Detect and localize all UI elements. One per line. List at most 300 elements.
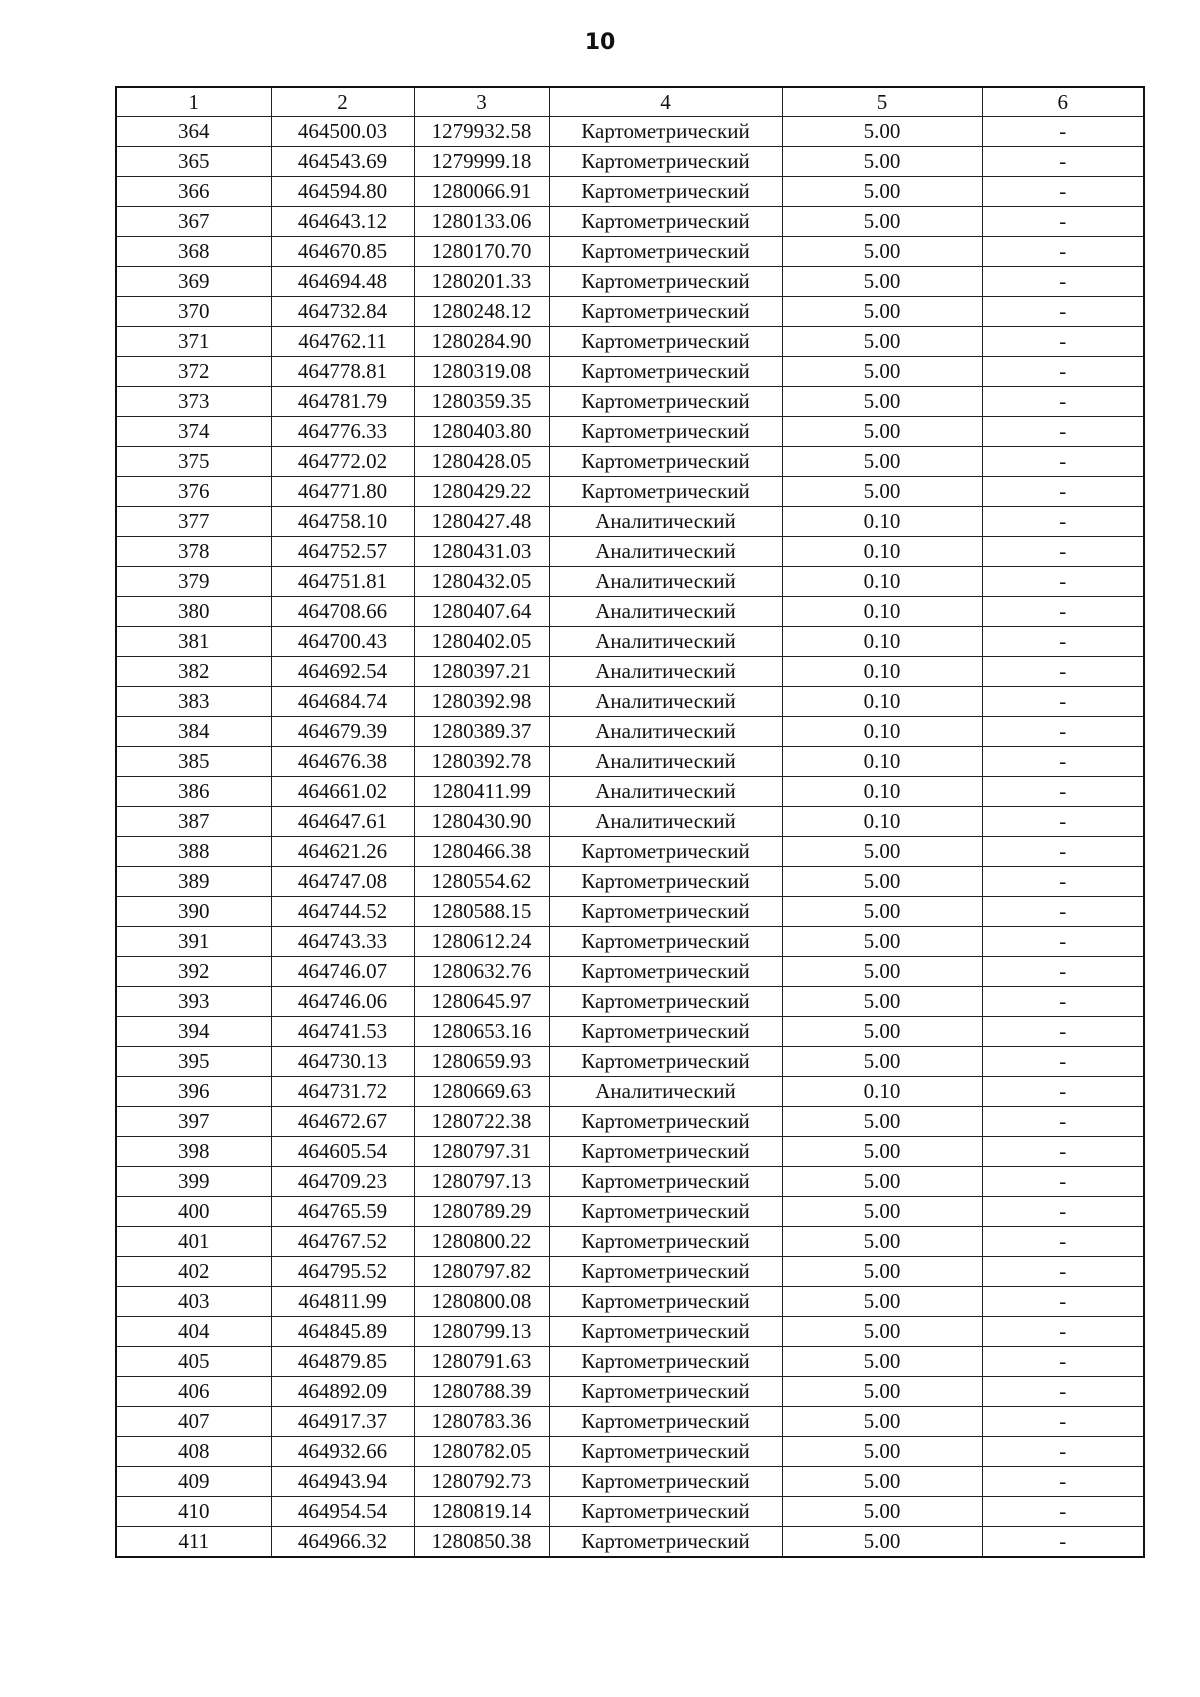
note-cell: -	[982, 657, 1144, 687]
note-cell: -	[982, 507, 1144, 537]
point-number-cell: 388	[116, 837, 271, 867]
method-cell: Картометрический	[549, 897, 782, 927]
table-row	[116, 1347, 1144, 1377]
point-number-cell: 387	[116, 807, 271, 837]
method-cell: Картометрический	[549, 327, 782, 357]
accuracy-cell: 5.00	[782, 957, 982, 987]
y-coordinate-cell: 1280659.93	[414, 1047, 549, 1077]
column-header: 5	[782, 87, 982, 117]
note-cell: -	[982, 1437, 1144, 1467]
point-number-cell: 386	[116, 777, 271, 807]
method-cell: Картометрический	[549, 297, 782, 327]
x-coordinate-cell: 464776.33	[271, 417, 414, 447]
x-coordinate-cell: 464594.80	[271, 177, 414, 207]
note-cell: -	[982, 387, 1144, 417]
note-cell: -	[982, 357, 1144, 387]
accuracy-cell: 5.00	[782, 1227, 982, 1257]
point-number-cell: 395	[116, 1047, 271, 1077]
x-coordinate-cell: 464795.52	[271, 1257, 414, 1287]
accuracy-cell: 5.00	[782, 1467, 982, 1497]
y-coordinate-cell: 1280782.05	[414, 1437, 549, 1467]
y-coordinate-cell: 1280797.31	[414, 1137, 549, 1167]
x-coordinate-cell: 464661.02	[271, 777, 414, 807]
note-cell: -	[982, 417, 1144, 447]
accuracy-cell: 5.00	[782, 147, 982, 177]
y-coordinate-cell: 1280319.08	[414, 357, 549, 387]
accuracy-cell: 5.00	[782, 327, 982, 357]
method-cell: Картометрический	[549, 1527, 782, 1558]
y-coordinate-cell: 1280722.38	[414, 1107, 549, 1137]
x-coordinate-cell: 464845.89	[271, 1317, 414, 1347]
note-cell: -	[982, 1377, 1144, 1407]
x-coordinate-cell: 464811.99	[271, 1287, 414, 1317]
x-coordinate-cell: 464746.07	[271, 957, 414, 987]
note-cell: -	[982, 567, 1144, 597]
point-number-cell: 377	[116, 507, 271, 537]
point-number-cell: 394	[116, 1017, 271, 1047]
table-row	[116, 1077, 1144, 1107]
note-cell: -	[982, 747, 1144, 777]
table-row	[116, 1437, 1144, 1467]
table-row	[116, 357, 1144, 387]
accuracy-cell: 5.00	[782, 1107, 982, 1137]
accuracy-cell: 5.00	[782, 837, 982, 867]
accuracy-cell: 5.00	[782, 1047, 982, 1077]
point-number-cell: 403	[116, 1287, 271, 1317]
y-coordinate-cell: 1280429.22	[414, 477, 549, 507]
method-cell: Картометрический	[549, 1227, 782, 1257]
table-row	[116, 267, 1144, 297]
accuracy-cell: 0.10	[782, 717, 982, 747]
point-number-cell: 389	[116, 867, 271, 897]
method-cell: Аналитический	[549, 777, 782, 807]
y-coordinate-cell: 1280645.97	[414, 987, 549, 1017]
point-number-cell: 383	[116, 687, 271, 717]
point-number-cell: 375	[116, 447, 271, 477]
table-row	[116, 807, 1144, 837]
y-coordinate-cell: 1280403.80	[414, 417, 549, 447]
table-row	[116, 777, 1144, 807]
table-row	[116, 1497, 1144, 1527]
y-coordinate-cell: 1280066.91	[414, 177, 549, 207]
accuracy-cell: 0.10	[782, 627, 982, 657]
note-cell: -	[982, 177, 1144, 207]
point-number-cell: 407	[116, 1407, 271, 1437]
point-number-cell: 392	[116, 957, 271, 987]
point-number-cell: 366	[116, 177, 271, 207]
x-coordinate-cell: 464765.59	[271, 1197, 414, 1227]
point-number-cell: 401	[116, 1227, 271, 1257]
point-number-cell: 379	[116, 567, 271, 597]
page-number: 10	[584, 30, 616, 55]
note-cell: -	[982, 1347, 1144, 1377]
point-number-cell: 384	[116, 717, 271, 747]
note-cell: -	[982, 1167, 1144, 1197]
method-cell: Картометрический	[549, 1257, 782, 1287]
method-cell: Картометрический	[549, 267, 782, 297]
accuracy-cell: 0.10	[782, 747, 982, 777]
method-cell: Картометрический	[549, 207, 782, 237]
x-coordinate-cell: 464647.61	[271, 807, 414, 837]
point-number-cell: 382	[116, 657, 271, 687]
y-coordinate-cell: 1280800.08	[414, 1287, 549, 1317]
note-cell: -	[982, 687, 1144, 717]
method-cell: Картометрический	[549, 237, 782, 267]
x-coordinate-cell: 464762.11	[271, 327, 414, 357]
method-cell: Картометрический	[549, 147, 782, 177]
accuracy-cell: 0.10	[782, 687, 982, 717]
table-row	[116, 327, 1144, 357]
y-coordinate-cell: 1280466.38	[414, 837, 549, 867]
method-cell: Картометрический	[549, 1497, 782, 1527]
method-cell: Картометрический	[549, 1377, 782, 1407]
method-cell: Картометрический	[549, 1167, 782, 1197]
x-coordinate-cell: 464892.09	[271, 1377, 414, 1407]
note-cell: -	[982, 837, 1144, 867]
note-cell: -	[982, 1287, 1144, 1317]
accuracy-cell: 5.00	[782, 1407, 982, 1437]
y-coordinate-cell: 1280427.48	[414, 507, 549, 537]
accuracy-cell: 5.00	[782, 1167, 982, 1197]
y-coordinate-cell: 1280588.15	[414, 897, 549, 927]
y-coordinate-cell: 1280284.90	[414, 327, 549, 357]
note-cell: -	[982, 1077, 1144, 1107]
method-cell: Картометрический	[549, 1287, 782, 1317]
method-cell: Картометрический	[549, 1467, 782, 1497]
method-cell: Картометрический	[549, 1137, 782, 1167]
table-row	[116, 507, 1144, 537]
method-cell: Картометрический	[549, 867, 782, 897]
table-header-row	[116, 87, 1144, 117]
method-cell: Картометрический	[549, 387, 782, 417]
table-row	[116, 1137, 1144, 1167]
method-cell: Картометрический	[549, 927, 782, 957]
x-coordinate-cell: 464778.81	[271, 357, 414, 387]
accuracy-cell: 5.00	[782, 1347, 982, 1377]
method-cell: Картометрический	[549, 357, 782, 387]
table-row	[116, 417, 1144, 447]
x-coordinate-cell: 464744.52	[271, 897, 414, 927]
x-coordinate-cell: 464731.72	[271, 1077, 414, 1107]
table-row	[116, 537, 1144, 567]
y-coordinate-cell: 1280402.05	[414, 627, 549, 657]
x-coordinate-cell: 464670.85	[271, 237, 414, 267]
method-cell: Аналитический	[549, 567, 782, 597]
note-cell: -	[982, 1047, 1144, 1077]
table-row	[116, 1377, 1144, 1407]
note-cell: -	[982, 1137, 1144, 1167]
note-cell: -	[982, 1257, 1144, 1287]
method-cell: Картометрический	[549, 1107, 782, 1137]
accuracy-cell: 5.00	[782, 1317, 982, 1347]
column-header: 6	[982, 87, 1144, 117]
accuracy-cell: 0.10	[782, 777, 982, 807]
point-number-cell: 376	[116, 477, 271, 507]
point-number-cell: 374	[116, 417, 271, 447]
y-coordinate-cell: 1280428.05	[414, 447, 549, 477]
note-cell: -	[982, 447, 1144, 477]
method-cell: Аналитический	[549, 627, 782, 657]
point-number-cell: 405	[116, 1347, 271, 1377]
y-coordinate-cell: 1280792.73	[414, 1467, 549, 1497]
note-cell: -	[982, 867, 1144, 897]
method-cell: Аналитический	[549, 537, 782, 567]
y-coordinate-cell: 1280554.62	[414, 867, 549, 897]
point-number-cell: 409	[116, 1467, 271, 1497]
accuracy-cell: 5.00	[782, 1377, 982, 1407]
point-number-cell: 398	[116, 1137, 271, 1167]
accuracy-cell: 5.00	[782, 1287, 982, 1317]
accuracy-cell: 5.00	[782, 867, 982, 897]
x-coordinate-cell: 464676.38	[271, 747, 414, 777]
accuracy-cell: 0.10	[782, 507, 982, 537]
method-cell: Картометрический	[549, 177, 782, 207]
table-row	[116, 627, 1144, 657]
note-cell: -	[982, 717, 1144, 747]
y-coordinate-cell: 1280430.90	[414, 807, 549, 837]
accuracy-cell: 5.00	[782, 897, 982, 927]
note-cell: -	[982, 1107, 1144, 1137]
point-number-cell: 402	[116, 1257, 271, 1287]
x-coordinate-cell: 464758.10	[271, 507, 414, 537]
method-cell: Картометрический	[549, 117, 782, 147]
y-coordinate-cell: 1280850.38	[414, 1527, 549, 1558]
x-coordinate-cell: 464943.94	[271, 1467, 414, 1497]
point-number-cell: 381	[116, 627, 271, 657]
x-coordinate-cell: 464879.85	[271, 1347, 414, 1377]
accuracy-cell: 0.10	[782, 657, 982, 687]
y-coordinate-cell: 1280389.37	[414, 717, 549, 747]
method-cell: Картометрический	[549, 1407, 782, 1437]
x-coordinate-cell: 464679.39	[271, 717, 414, 747]
x-coordinate-cell: 464966.32	[271, 1527, 414, 1558]
note-cell: -	[982, 237, 1144, 267]
y-coordinate-cell: 1280392.98	[414, 687, 549, 717]
x-coordinate-cell: 464500.03	[271, 117, 414, 147]
x-coordinate-cell: 464917.37	[271, 1407, 414, 1437]
method-cell: Картометрический	[549, 417, 782, 447]
note-cell: -	[982, 957, 1144, 987]
x-coordinate-cell: 464767.52	[271, 1227, 414, 1257]
x-coordinate-cell: 464621.26	[271, 837, 414, 867]
note-cell: -	[982, 147, 1144, 177]
point-number-cell: 410	[116, 1497, 271, 1527]
column-header: 1	[116, 87, 271, 117]
x-coordinate-cell: 464747.08	[271, 867, 414, 897]
y-coordinate-cell: 1280789.29	[414, 1197, 549, 1227]
accuracy-cell: 5.00	[782, 1527, 982, 1558]
x-coordinate-cell: 464772.02	[271, 447, 414, 477]
table-row	[116, 927, 1144, 957]
note-cell: -	[982, 537, 1144, 567]
point-number-cell: 393	[116, 987, 271, 1017]
accuracy-cell: 5.00	[782, 447, 982, 477]
y-coordinate-cell: 1280612.24	[414, 927, 549, 957]
point-number-cell: 370	[116, 297, 271, 327]
accuracy-cell: 5.00	[782, 1137, 982, 1167]
table-row	[116, 177, 1144, 207]
method-cell: Аналитический	[549, 687, 782, 717]
x-coordinate-cell: 464751.81	[271, 567, 414, 597]
table-row	[116, 237, 1144, 267]
point-number-cell: 378	[116, 537, 271, 567]
table-row	[116, 147, 1144, 177]
accuracy-cell: 5.00	[782, 267, 982, 297]
table-row	[116, 1257, 1144, 1287]
y-coordinate-cell: 1280133.06	[414, 207, 549, 237]
y-coordinate-cell: 1280788.39	[414, 1377, 549, 1407]
x-coordinate-cell: 464746.06	[271, 987, 414, 1017]
x-coordinate-cell: 464771.80	[271, 477, 414, 507]
accuracy-cell: 5.00	[782, 297, 982, 327]
y-coordinate-cell: 1280791.63	[414, 1347, 549, 1377]
y-coordinate-cell: 1280432.05	[414, 567, 549, 597]
note-cell: -	[982, 1227, 1144, 1257]
note-cell: -	[982, 1197, 1144, 1227]
point-number-cell: 368	[116, 237, 271, 267]
accuracy-cell: 5.00	[782, 117, 982, 147]
x-coordinate-cell: 464743.33	[271, 927, 414, 957]
accuracy-cell: 5.00	[782, 177, 982, 207]
table-row	[116, 717, 1144, 747]
point-number-cell: 404	[116, 1317, 271, 1347]
note-cell: -	[982, 627, 1144, 657]
table-row	[116, 837, 1144, 867]
note-cell: -	[982, 777, 1144, 807]
x-coordinate-cell: 464954.54	[271, 1497, 414, 1527]
accuracy-cell: 5.00	[782, 477, 982, 507]
method-cell: Картометрический	[549, 987, 782, 1017]
note-cell: -	[982, 987, 1144, 1017]
accuracy-cell: 0.10	[782, 807, 982, 837]
table-row	[116, 567, 1144, 597]
table-row	[116, 117, 1144, 147]
table-row	[116, 1167, 1144, 1197]
table-row	[116, 1017, 1144, 1047]
table-row	[116, 1107, 1144, 1137]
point-number-cell: 391	[116, 927, 271, 957]
y-coordinate-cell: 1280397.21	[414, 657, 549, 687]
method-cell: Картометрический	[549, 837, 782, 867]
accuracy-cell: 5.00	[782, 207, 982, 237]
method-cell: Картометрический	[549, 1347, 782, 1377]
note-cell: -	[982, 927, 1144, 957]
note-cell: -	[982, 1497, 1144, 1527]
method-cell: Аналитический	[549, 507, 782, 537]
accuracy-cell: 5.00	[782, 357, 982, 387]
y-coordinate-cell: 1280392.78	[414, 747, 549, 777]
y-coordinate-cell: 1280201.33	[414, 267, 549, 297]
method-cell: Аналитический	[549, 1077, 782, 1107]
table-body	[116, 117, 1144, 1558]
point-number-cell: 408	[116, 1437, 271, 1467]
accuracy-cell: 0.10	[782, 567, 982, 597]
x-coordinate-cell: 464605.54	[271, 1137, 414, 1167]
note-cell: -	[982, 327, 1144, 357]
y-coordinate-cell: 1279932.58	[414, 117, 549, 147]
accuracy-cell: 5.00	[782, 387, 982, 417]
y-coordinate-cell: 1280797.13	[414, 1167, 549, 1197]
note-cell: -	[982, 1407, 1144, 1437]
x-coordinate-cell: 464741.53	[271, 1017, 414, 1047]
method-cell: Картометрический	[549, 957, 782, 987]
method-cell: Аналитический	[549, 747, 782, 777]
table-row	[116, 1467, 1144, 1497]
y-coordinate-cell: 1280797.82	[414, 1257, 549, 1287]
method-cell: Картометрический	[549, 447, 782, 477]
note-cell: -	[982, 267, 1144, 297]
table-row	[116, 897, 1144, 927]
table-row	[116, 687, 1144, 717]
method-cell: Картометрический	[549, 1197, 782, 1227]
table-row	[116, 1197, 1144, 1227]
table-row	[116, 1287, 1144, 1317]
note-cell: -	[982, 1467, 1144, 1497]
point-number-cell: 365	[116, 147, 271, 177]
note-cell: -	[982, 477, 1144, 507]
accuracy-cell: 0.10	[782, 597, 982, 627]
accuracy-cell: 5.00	[782, 1497, 982, 1527]
method-cell: Аналитический	[549, 807, 782, 837]
table-row	[116, 1407, 1144, 1437]
method-cell: Картометрический	[549, 1017, 782, 1047]
note-cell: -	[982, 207, 1144, 237]
accuracy-cell: 5.00	[782, 1017, 982, 1047]
x-coordinate-cell: 464732.84	[271, 297, 414, 327]
x-coordinate-cell: 464694.48	[271, 267, 414, 297]
y-coordinate-cell: 1280669.63	[414, 1077, 549, 1107]
point-number-cell: 369	[116, 267, 271, 297]
x-coordinate-cell: 464708.66	[271, 597, 414, 627]
point-number-cell: 399	[116, 1167, 271, 1197]
table-row	[116, 1527, 1144, 1558]
note-cell: -	[982, 897, 1144, 927]
note-cell: -	[982, 1317, 1144, 1347]
method-cell: Картометрический	[549, 1317, 782, 1347]
x-coordinate-cell: 464709.23	[271, 1167, 414, 1197]
accuracy-cell: 5.00	[782, 987, 982, 1017]
accuracy-cell: 5.00	[782, 417, 982, 447]
accuracy-cell: 5.00	[782, 927, 982, 957]
method-cell: Картометрический	[549, 477, 782, 507]
note-cell: -	[982, 807, 1144, 837]
x-coordinate-cell: 464672.67	[271, 1107, 414, 1137]
method-cell: Аналитический	[549, 717, 782, 747]
accuracy-cell: 5.00	[782, 237, 982, 267]
table-row	[116, 987, 1144, 1017]
point-number-cell: 411	[116, 1527, 271, 1558]
y-coordinate-cell: 1280653.16	[414, 1017, 549, 1047]
point-number-cell: 372	[116, 357, 271, 387]
point-number-cell: 397	[116, 1107, 271, 1137]
point-number-cell: 367	[116, 207, 271, 237]
accuracy-cell: 0.10	[782, 1077, 982, 1107]
point-number-cell: 385	[116, 747, 271, 777]
coordinates-table	[115, 86, 1145, 1558]
note-cell: -	[982, 117, 1144, 147]
x-coordinate-cell: 464692.54	[271, 657, 414, 687]
table-row	[116, 207, 1144, 237]
note-cell: -	[982, 597, 1144, 627]
y-coordinate-cell: 1280819.14	[414, 1497, 549, 1527]
x-coordinate-cell: 464643.12	[271, 207, 414, 237]
x-coordinate-cell: 464932.66	[271, 1437, 414, 1467]
accuracy-cell: 5.00	[782, 1437, 982, 1467]
note-cell: -	[982, 1527, 1144, 1558]
accuracy-cell: 5.00	[782, 1257, 982, 1287]
point-number-cell: 400	[116, 1197, 271, 1227]
table-row	[116, 477, 1144, 507]
